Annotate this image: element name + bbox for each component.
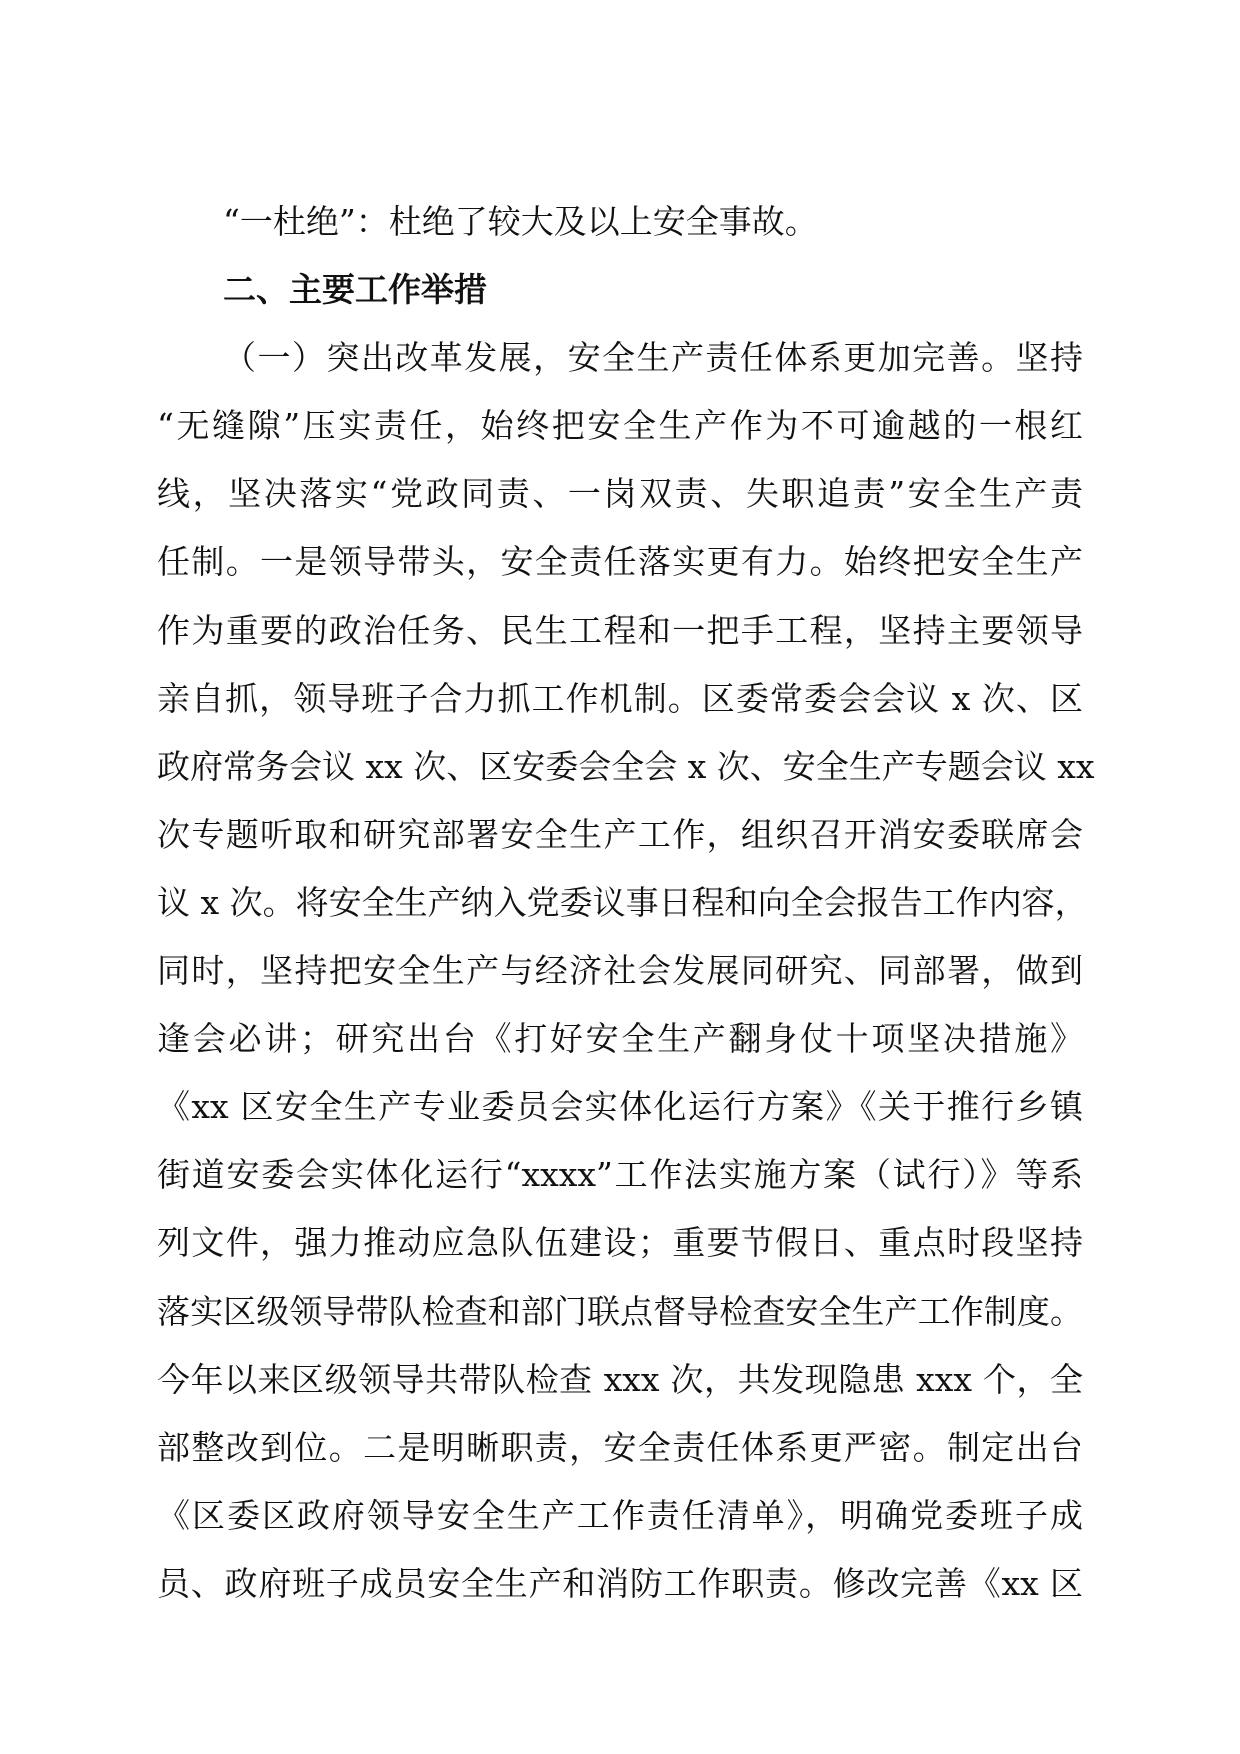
paragraph-line: 《区委区政府领导安全生产工作责任清单》，明确党委班子成: [157, 1495, 1083, 1535]
paragraph-line: 列文件，强力推动应急队伍建设；重要节假日、重点时段坚持: [157, 1223, 1083, 1263]
paragraph-line: 员、政府班子成员安全生产和消防工作职责。修改完善《xx 区: [157, 1563, 1083, 1603]
paragraph-line: 任制。一是领导带头，安全责任落实更有力。始终把安全生产: [157, 542, 1083, 582]
paragraph-line: “无缝隙”压实责任，始终把安全生产作为不可逾越的一根红: [157, 406, 1083, 446]
paragraph-line: 逢会必讲；研究出台《打好安全生产翻身仗十项坚决措施》: [157, 1019, 1083, 1059]
paragraph-line: 《xx 区安全生产专业委员会实体化运行方案》《关于推行乡镇: [157, 1087, 1083, 1127]
paragraph-line: 线，坚决落实“党政同责、一岗双责、失职追责”安全生产责: [157, 474, 1083, 514]
paragraph-line: 次专题听取和研究部署安全生产工作，组织召开消安委联席会: [157, 814, 1083, 854]
paragraph-line: 议 x 次。将安全生产纳入党委议事日程和向全会报告工作内容，: [157, 882, 1088, 922]
paragraph-line-conclusion: “一杜绝”：杜绝了较大及以上安全事故。: [223, 202, 818, 241]
paragraph-line: 政府常务会议 xx 次、区安委会全会 x 次、安全生产专题会议 xx: [157, 746, 1095, 786]
paragraph-line: 作为重要的政治任务、民生工程和一把手工程，坚持主要领导: [157, 610, 1083, 650]
paragraph-line: 今年以来区级领导共带队检查 xxx 次，共发现隐患 xxx 个，全: [157, 1359, 1083, 1399]
paragraph-line: 部整改到位。二是明晰职责，安全责任体系更严密。制定出台: [157, 1427, 1083, 1467]
paragraph-line: （一）突出改革发展，安全生产责任体系更加完善。坚持: [223, 338, 1083, 378]
paragraph-line: 落实区级领导带队检查和部门联点督导检查安全生产工作制度。: [157, 1291, 1083, 1331]
section-heading: 二、主要工作举措: [223, 270, 487, 310]
document-body: [157, 188, 1095, 1618]
paragraph-line: 同时，坚持把安全生产与经济社会发展同研究、同部署，做到: [157, 951, 1083, 991]
paragraph-line: 街道安委会实体化运行“xxxx”工作法实施方案（试行）》等系: [157, 1155, 1083, 1195]
paragraph-line: 亲自抓，领导班子合力抓工作机制。区委常委会会议 x 次、区: [157, 678, 1083, 718]
